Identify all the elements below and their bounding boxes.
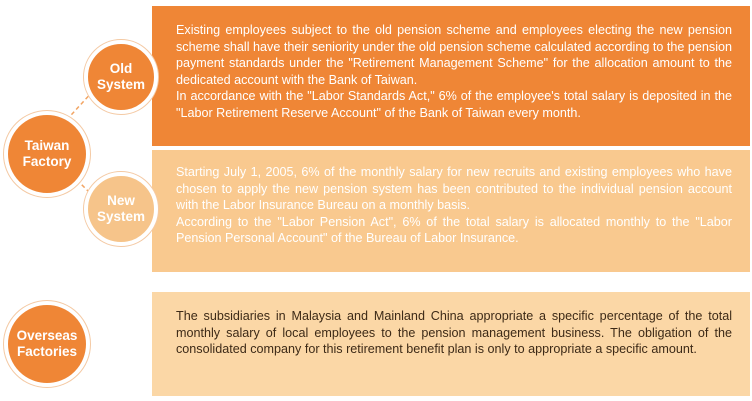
old-system-label-2: System <box>96 77 146 92</box>
old-system-paragraph-1: Existing employees subject to the old pension scheme and employees electing the new pension scheme shall have their seniority under the old pension scheme calculated according to the pension payment standards under the "Retirement Management Scheme" for the allocation amount to the dedicated account with the Bank of Taiwan. <box>176 23 732 87</box>
overseas-factories-node <box>4 301 90 387</box>
new-system-label-1: New <box>107 193 135 208</box>
taiwan-factory-label-1: Taiwan <box>24 138 70 153</box>
new-system-paragraph-1: Starting July 1, 2005, 6% of the monthly salary for new recruits and existing employees who have chosen to apply the new pension system has been contributed to the individual pension account with the Labor Insurance Bureau on a monthly basis. <box>176 165 732 213</box>
overseas-box <box>152 292 750 396</box>
old-system-node <box>84 40 158 114</box>
old-system-label-1: Old <box>109 61 133 76</box>
old-system-paragraph-2: In accordance with the "Labor Standards Act," 6% of the employee's total salary is deposited in the "Labor Retirement Reserve Account" of the Bank of Taiwan every month. <box>176 89 732 120</box>
new-system-label-2: System <box>96 209 146 224</box>
overseas-factories-label-2: Factories <box>16 344 78 359</box>
overseas-paragraph-1: The subsidiaries in Malaysia and Mainland China appropriate a specific percentage of the total monthly salary of local employees to the pension management business. The obligation of the consolidated company for this retirement benefit plan is only to appropriate a specific amount. <box>176 309 732 357</box>
taiwan-factory-label-2: Factory <box>22 154 72 169</box>
new-system-paragraph-2: According to the "Labor Pension Act", 6% of the total salary is allocated monthly to the "Labor Pension Personal Account" of the Bureau of Labor Insurance. <box>176 214 732 246</box>
new-system-node <box>84 172 158 246</box>
old-system-box <box>152 6 750 146</box>
new-system-box <box>152 150 750 272</box>
overseas-factories-label-1: Overseas <box>16 328 78 343</box>
taiwan-factory-node <box>4 111 90 197</box>
